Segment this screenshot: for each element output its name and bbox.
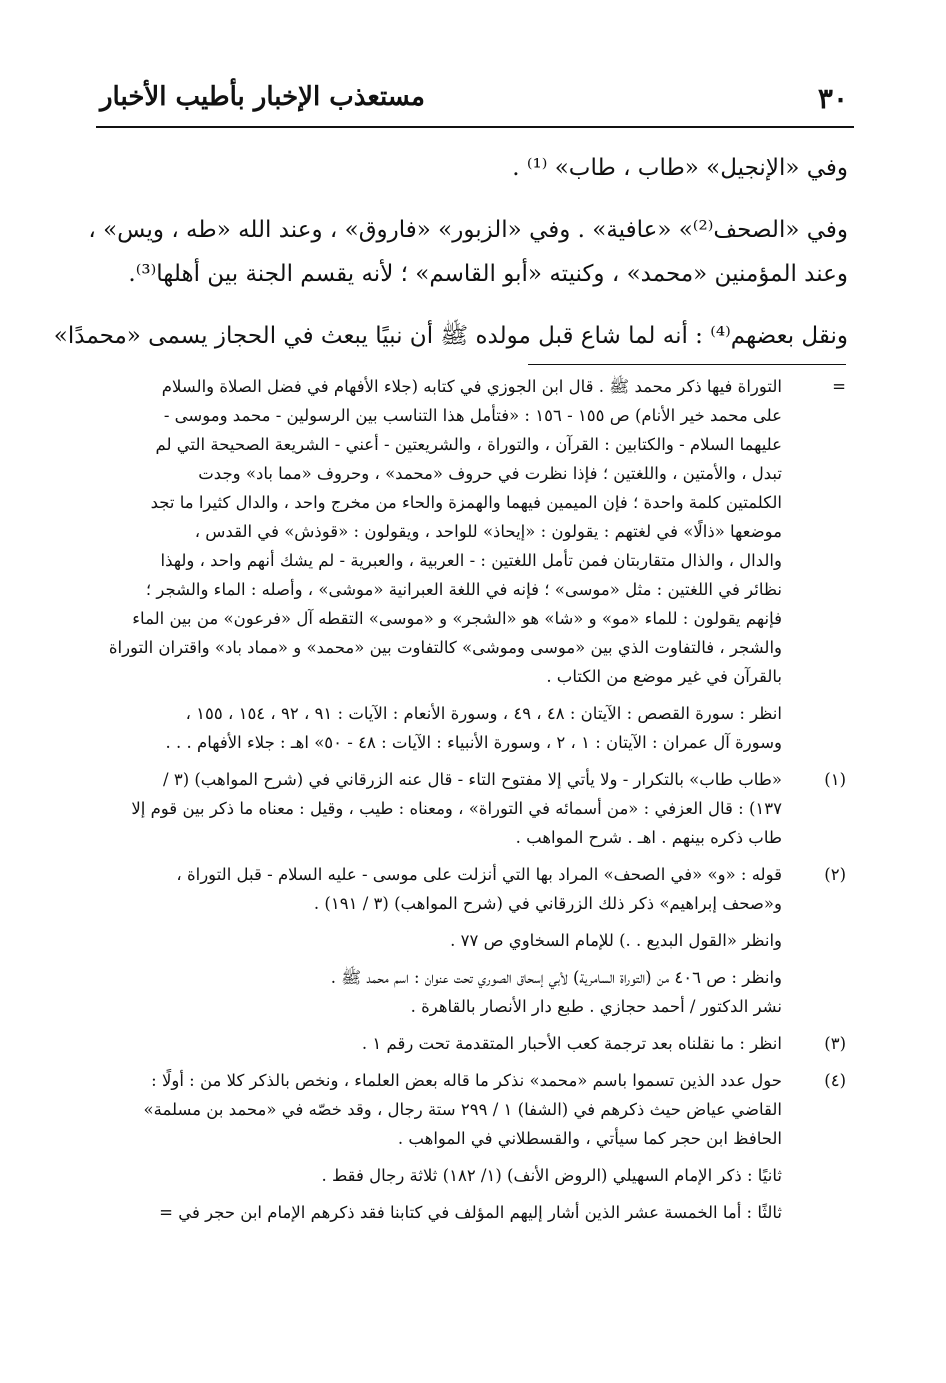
footnote [100, 765, 848, 852]
footnote-line: التوراة فيها ذكر محمد ﷺ . قال ابن الجوزي في كتابه (جلاء الأفهام في فضل الصلاة والسلام [161, 377, 782, 396]
footnote-line: انظر : ما نقلناه بعد ترجمة كعب الأحبار المتقدمة تحت رقم ١ . [361, 1034, 782, 1053]
main-paragraph [88, 208, 848, 296]
footnote-line: وانظر «القول البديع . .) للإمام السخاوي ص ٧٧ . [450, 931, 782, 950]
main-paragraph [53, 314, 848, 358]
footnote-line: ١٣٧) : قال العزفي : «من أسمائه في التوراة» ، ومعناه : طيب ، وقيل : معناه ما ذكر بين قوم إلا [131, 799, 782, 818]
footnote-line: وسورة آل عمران : الآيتان : ١ ، ٢ ، وسورة الأنبياء : الآيات : ٤٨ - ٥٠» اهـ : جلاء الأفهام . . . [165, 733, 782, 752]
footnote-number: (١) [824, 770, 846, 789]
footnote-line: و«صحف إبراهيم» ذكر ذلك الزرقاني في (شرح المواهب) (٣ / ١٩١) . [313, 894, 782, 913]
footnote-number: (٣) [824, 1034, 846, 1053]
footnote-number: (٢) [824, 865, 846, 884]
footnote-line: حول عدد الذين تسموا باسم «محمد» نذكر ما قاله بعض العلماء ، ونخص بالذكر كلا من : أولًا : [151, 1071, 782, 1090]
footnote-line: بالقرآن في غير موضع من الكتاب . [546, 667, 782, 686]
footnote [100, 1029, 848, 1058]
footnote-line: فإنهم يقولون : للماء «مو» و «شا» هو «الشجر» و «موسى» التقطه آل «فرعون» من بين الماء [132, 609, 782, 628]
page-header [96, 76, 854, 128]
footnote-line: القاضي عياض حيث ذكرهم في (الشفا) ١ / ٢٩٩ ستة رجال ، وقد خصّه في «محمد بن مسلمة» [143, 1100, 782, 1119]
footnote-line: على محمد خير الأنام) ص ١٥٥ - ١٥٦ : «فتأمل هذا التناسب بين الرسولين - محمد وموسى - [163, 406, 782, 425]
footnote-line: ثالثًا : أما الخمسة عشر الذين أشار إليهم المؤلف في كتابنا فقد ذكرهم الإمام ابن حجر في = [159, 1203, 782, 1222]
book-title: مستعذب الإخبار بأطيب الأخبار [100, 82, 425, 112]
main-line: وعند المؤمنين «محمد» ، وكنيته «أبو القاسم» ؛ لأنه يقسم الجنة بين أهلها⁽³⁾. [128, 261, 848, 287]
footnote-line: نشر الدكتور / أحمد حجازي . طبع دار الأنصار بالقاهرة . [410, 997, 782, 1016]
page-number: ٣٠ [817, 82, 848, 115]
footnote-line: موضعها «ذالًا» في لغتهم : يقولون : «إيحاذ» للواحد ، ويقولون : «قوذش» في القدس ، [194, 522, 782, 541]
footnote-number: = [832, 377, 846, 396]
footnote-line: طاب ذكره بينهم . اهـ . شرح المواهب . [515, 828, 782, 847]
footnote-line: والدال ، والذال متقاربتان فمن تأمل اللغتين : - العربية ، والعبرية - لم يشك أنهم واحد ، ولهذا [160, 551, 782, 570]
footnote-line: قوله : «و» «في الصحف» المراد بها التي أنزلت على موسى - عليه السلام - قبل التوراة ، [176, 865, 782, 884]
footnote [100, 1161, 848, 1190]
footnote-line: انظر : سورة القصص : الآيتان : ٤٨ ، ٤٩ ، وسورة الأنعام : الآيات : ٩١ ، ٩٢ ، ١٥٤ ، ١٥٥ ، [185, 704, 782, 723]
footnote [100, 699, 848, 757]
main-paragraph [100, 146, 848, 190]
footnote-number: (٤) [824, 1071, 846, 1090]
footnote [100, 926, 848, 955]
main-line: ونقل بعضهم⁽⁴⁾ : أنه لما شاع قبل مولده ﷺ أن نبيًا يبعث في الحجاز يسمى «محمدًا» [53, 323, 848, 349]
footnote [100, 860, 848, 918]
footnote-separator [528, 364, 846, 365]
footnotes-section [100, 372, 848, 1235]
footnote-line: وانظر : ص ٤٠٦ من (التوراة السامرية) لأبي إسحاق الصوري تحت عنوان : اسم محمد ﷺ . [330, 968, 782, 987]
footnote-line: الكلمتين كلمة واحدة ؛ فإن الميمين فيهما والهمزة والحاء من مخرج واحد ، والدال كثيرا ما تجد [150, 493, 782, 512]
footnote-line: ثانيًا : ذكر الإمام السهيلي (الروض الأنف) (١/ ١٨٢) ثلاثة رجال فقط . [321, 1166, 782, 1185]
main-text [53, 146, 848, 376]
footnote-line: والشجر ، فالتفاوت الذي بين «موسى وموشى» كالتفاوت بين «محمد» و «مماد باد» واقتران التوراة [108, 638, 782, 657]
footnote-line: تبدل ، والأمتين ، واللغتين ؛ فإذا نظرت في حروف «محمد» ، وحروف «مما باد» وجدت [198, 464, 782, 483]
footnote-line: عليهما السلام - والكتابين : القرآن ، والتوراة ، والشريعتين - أعني - الشريعة الصحيحة التي لم [155, 435, 782, 454]
footnote-line: «طاب طاب» بالتكرار - ولا يأتي إلا مفتوح التاء - قال عنه الزرقاني في (شرح المواهب) (٣ / [163, 770, 782, 789]
footnote [100, 963, 848, 1021]
main-line: وفي «الإنجيل» «طاب ، طاب» ⁽¹⁾ . [512, 155, 848, 181]
main-line: وفي «الصحف⁽²⁾» «عافية» . وفي «الزبور» «فاروق» ، وعند الله «طه ، ويس» ، [88, 217, 848, 243]
footnote-line: نظائر في اللغتين : مثل «موسى» ؛ فإنه في اللغة العبرانية «موشى» ، وأصله : الماء والشجر ؛ [145, 580, 782, 599]
footnote [100, 1066, 848, 1153]
footnote [100, 1198, 848, 1227]
footnote-line: الحافظ ابن حجر كما سيأتي ، والقسطلاني في المواهب . [397, 1129, 782, 1148]
footnote [100, 372, 848, 691]
